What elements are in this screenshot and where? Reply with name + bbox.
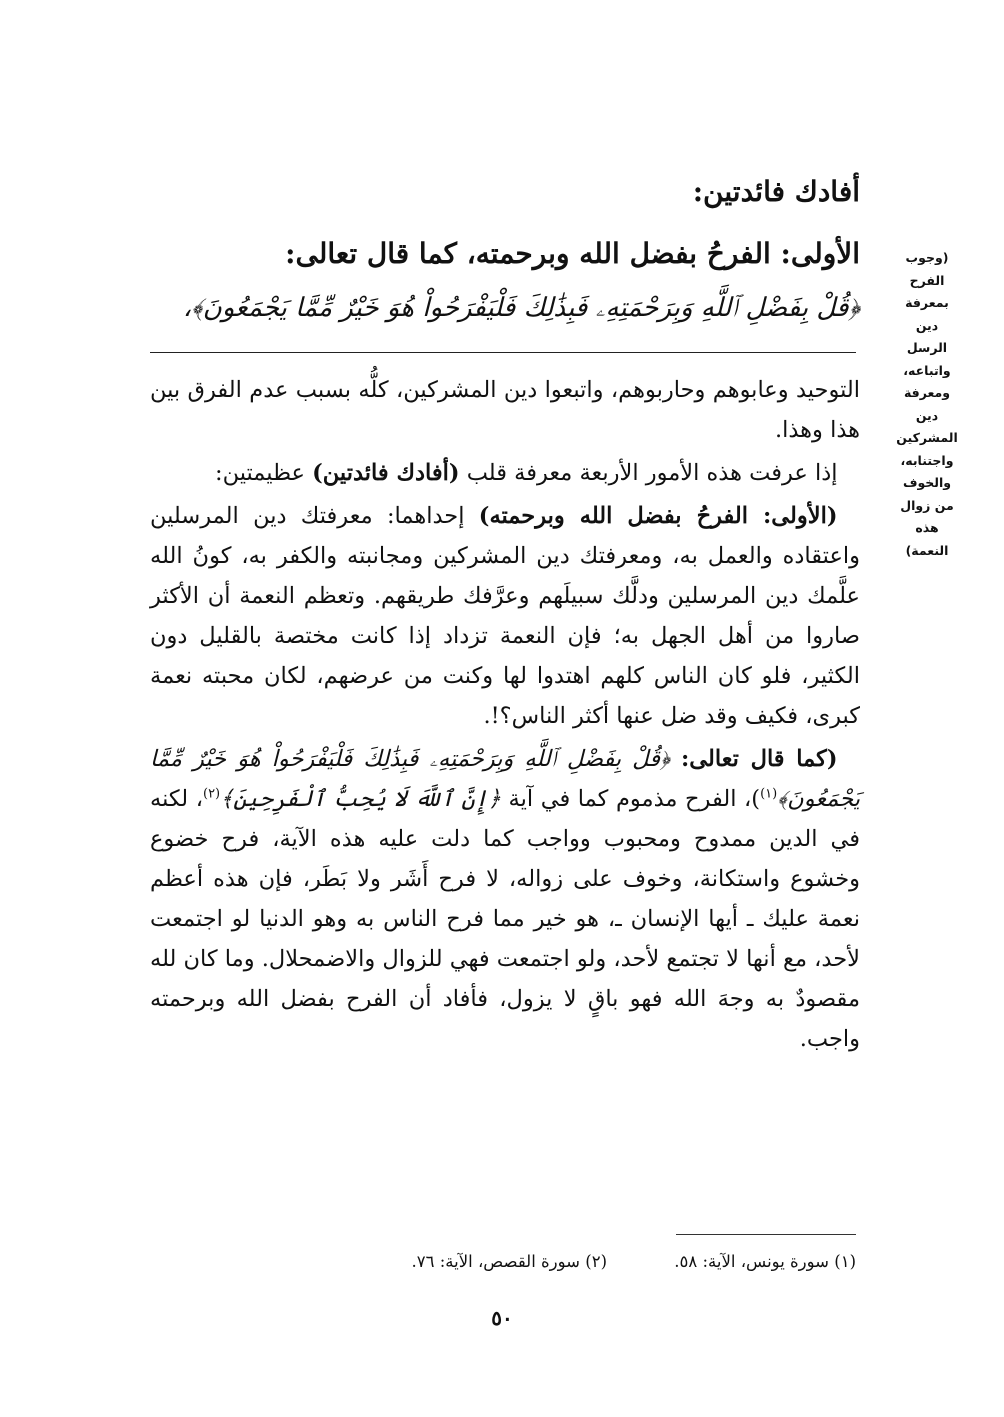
margin-note-line: المشركين bbox=[896, 430, 958, 445]
quran-verse: ﴿قُلْ بِفَضْلِ ٱللَّهِ وَبِرَحْمَتِهِۦ فَبِذَٰلِكَ فَلْيَفْرَحُواْ هُوَ خَيْرٌ مِّمَّا يَجْمَعُونَ﴾، bbox=[182, 293, 860, 323]
commentary-paragraph bbox=[150, 453, 860, 493]
paragraph-text: ، لكنه في الدين ممدوح ومحبوب وواجب كما دلت عليه هذه الآية، فرح خضوع وخشوع واستكانة، وخوف على زواله، لا فرح أَشَر ولا بَطَر، فإن هذه أعظم نعمة عليك ـ أيها الإنسان ـ، هو خير مما فرح الناس به وهو الدنيا لو اجتمعت لأحد، مع أنها لا تجتمع لأحد، ولو اجتمعت فهي للزوال والاضمحلال. وما كان لله مقصودٌ به وجهَ الله فهو باقٍ لا يزول، فأفاد أن الفرح بفضل الله وبرحمته واجب. bbox=[150, 786, 860, 1052]
page-number: ٥٠ bbox=[491, 1306, 513, 1330]
footnote-item: (٢) سورة القصص، الآية: ٧٦. bbox=[411, 1252, 607, 1271]
commentary-paragraph: التوحيد وعابوهم وحاربوهم، واتبعوا دين المشركين، كلُّه بسبب عدم الفرق بين هذا وهذا. bbox=[150, 377, 860, 443]
margin-note-line: دين bbox=[915, 407, 939, 423]
footnote-ref: (١) bbox=[760, 786, 778, 802]
footnote-item: (١) سورة يونس، الآية: ٥٨. bbox=[674, 1252, 856, 1271]
margin-note-line: والخوف bbox=[902, 475, 952, 490]
margin-note-line: الرسل bbox=[906, 340, 948, 355]
margin-note-line: النعمة) bbox=[905, 542, 949, 558]
bold-quote: (كما قال تعالى: bbox=[680, 746, 838, 772]
paragraph-text: إذا عرفت هذه الأمور الأربعة معرفة قلب bbox=[459, 460, 838, 486]
commentary-paragraph bbox=[150, 739, 860, 1059]
bold-quote: (الأولى: الفرحُ بفضل الله وبرحمته) bbox=[478, 503, 838, 529]
paragraph-text: عظيمتين: bbox=[215, 460, 313, 486]
text-divider bbox=[150, 352, 856, 353]
paragraph-text: إحداهما: معرفتك دين المرسلين واعتقاده والعمل به، ومعرفتك دين المشركين ومجانبته والكفر به، كونُ الله علَّمك دين المرسلين ودلَّك سبيلَهم وعرَّفك طريقهم. وتعظم النعمة أن الأكثر صاروا من أهل الجهل به؛ فإن النعمة تزداد إذا كانت مختصة بالقليل دون الكثير، فلو كان الناس كلهم اهتدوا لها وكنت من عرضهم، لكان محبته نعمة كبرى، فكيف وقد ضل عنها أكثر الناس؟!. bbox=[150, 503, 860, 729]
margin-note-line: واتباعه، bbox=[903, 362, 951, 378]
margin-note-line: بمعرفة bbox=[905, 295, 949, 310]
footnote-ref: (٢) bbox=[202, 786, 221, 802]
commentary-paragraph bbox=[150, 496, 860, 736]
paragraph-text: )، الفرح مذموم كما في آية bbox=[500, 786, 761, 812]
margin-note bbox=[878, 247, 976, 562]
quran-verse-inline: ﴿قُلْ بِفَضْلِ ٱللَّهِ وَبِرَحْمَتِهِۦ فَبِذَٰلِكَ فَلْيَفْرَحُواْ هُوَ خَيْرٌ مِّمَّا يَجْمَعُونَ﴾ bbox=[150, 746, 860, 812]
margin-note-line: (وجوب bbox=[905, 250, 949, 265]
bold-quote: (أفادك فائدتين) bbox=[312, 460, 460, 486]
commentary-body bbox=[150, 370, 860, 1059]
first-benefit-title: الأولى: الفرحُ بفضل الله وبرحمته، كما قال تعالى: bbox=[285, 237, 860, 270]
margin-note-line: الفرح bbox=[909, 272, 945, 288]
margin-note-line: ومعرفة bbox=[903, 385, 951, 400]
margin-note-line: هذه bbox=[915, 520, 939, 535]
margin-note-line: دين bbox=[915, 317, 939, 333]
footnotes bbox=[150, 1250, 856, 1274]
quran-verse-inline: ﴿إِنَّ ٱللَّهَ لَا يُحِبُّ ٱلْفَرِحِينَ﴾ bbox=[220, 786, 501, 812]
section-heading: أفادك فائدتين: bbox=[692, 175, 860, 208]
margin-note-line: من زوال bbox=[900, 497, 954, 513]
footnote-divider bbox=[676, 1234, 856, 1235]
margin-note-line: واجتنابه، bbox=[900, 452, 954, 468]
